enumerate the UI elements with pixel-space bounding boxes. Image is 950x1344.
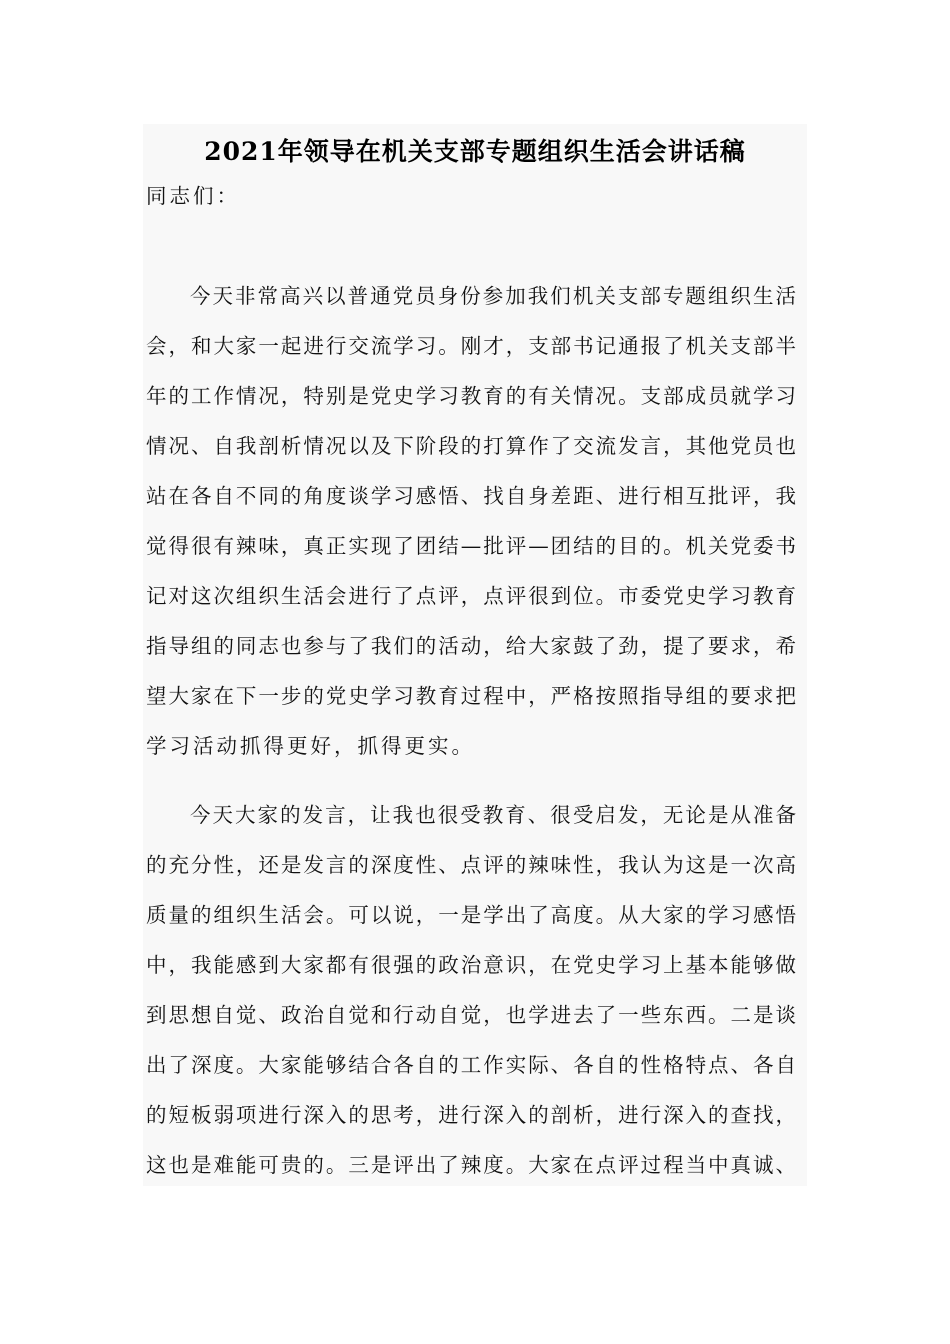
paragraph-2-line-8: 这也是难能可贵的。三是评出了辣度。大家在点评过程当中真诚、 xyxy=(146,1153,796,1177)
document-title: 2021年领导在机关支部专题组织生活会讲话稿 xyxy=(204,137,746,166)
paragraph-1-line-10: 学习活动抓得更好，抓得更实。 xyxy=(146,734,475,758)
paragraph-2-line-7: 的短板弱项进行深入的思考，进行深入的剖析，进行深入的查找， xyxy=(146,1103,796,1127)
paragraph-2-line-1: 今天大家的发言，让我也很受教育、很受启发，无论是从准备 xyxy=(190,803,796,827)
paragraph-1-line-6: 觉得很有辣味，真正实现了团结—批评—团结的目的。机关党委书 xyxy=(146,534,796,558)
paragraph-1-line-4: 情况、自我剖析情况以及下阶段的打算作了交流发言，其他党员也 xyxy=(146,434,796,458)
paragraph-1-line-9: 望大家在下一步的党史学习教育过程中，严格按照指导组的要求把 xyxy=(146,684,796,708)
paragraph-1-line-5: 站在各自不同的角度谈学习感悟、找自身差距、进行相互批评，我 xyxy=(146,484,796,508)
paragraph-2-line-2: 的充分性，还是发言的深度性、点评的辣味性，我认为这是一次高 xyxy=(146,853,796,877)
paragraph-1-line-3: 年的工作情况，特别是党史学习教育的有关情况。支部成员就学习 xyxy=(146,384,796,408)
paragraph-1-line-7: 记对这次组织生活会进行了点评，点评很到位。市委党史学习教育 xyxy=(146,584,796,608)
paragraph-1-line-1: 今天非常高兴以普通党员身份参加我们机关支部专题组织生活 xyxy=(190,284,796,308)
paragraph-1-line-2: 会，和大家一起进行交流学习。刚才，支部书记通报了机关支部半 xyxy=(146,334,796,358)
paragraph-1-line-8: 指导组的同志也参与了我们的活动，给大家鼓了劲，提了要求，希 xyxy=(146,634,796,658)
paragraph-2-line-5: 到思想自觉、政治自觉和行动自觉，也学进去了一些东西。二是谈 xyxy=(146,1003,796,1027)
paragraph-2-line-6: 出了深度。大家能够结合各自的工作实际、各自的性格特点、各自 xyxy=(146,1053,796,1077)
paragraph-2-line-4: 中，我能感到大家都有很强的政治意识，在党史学习上基本能够做 xyxy=(146,953,796,977)
salutation: 同志们： xyxy=(146,184,240,208)
paragraph-2-line-3: 质量的组织生活会。可以说，一是学出了高度。从大家的学习感悟 xyxy=(146,903,796,927)
